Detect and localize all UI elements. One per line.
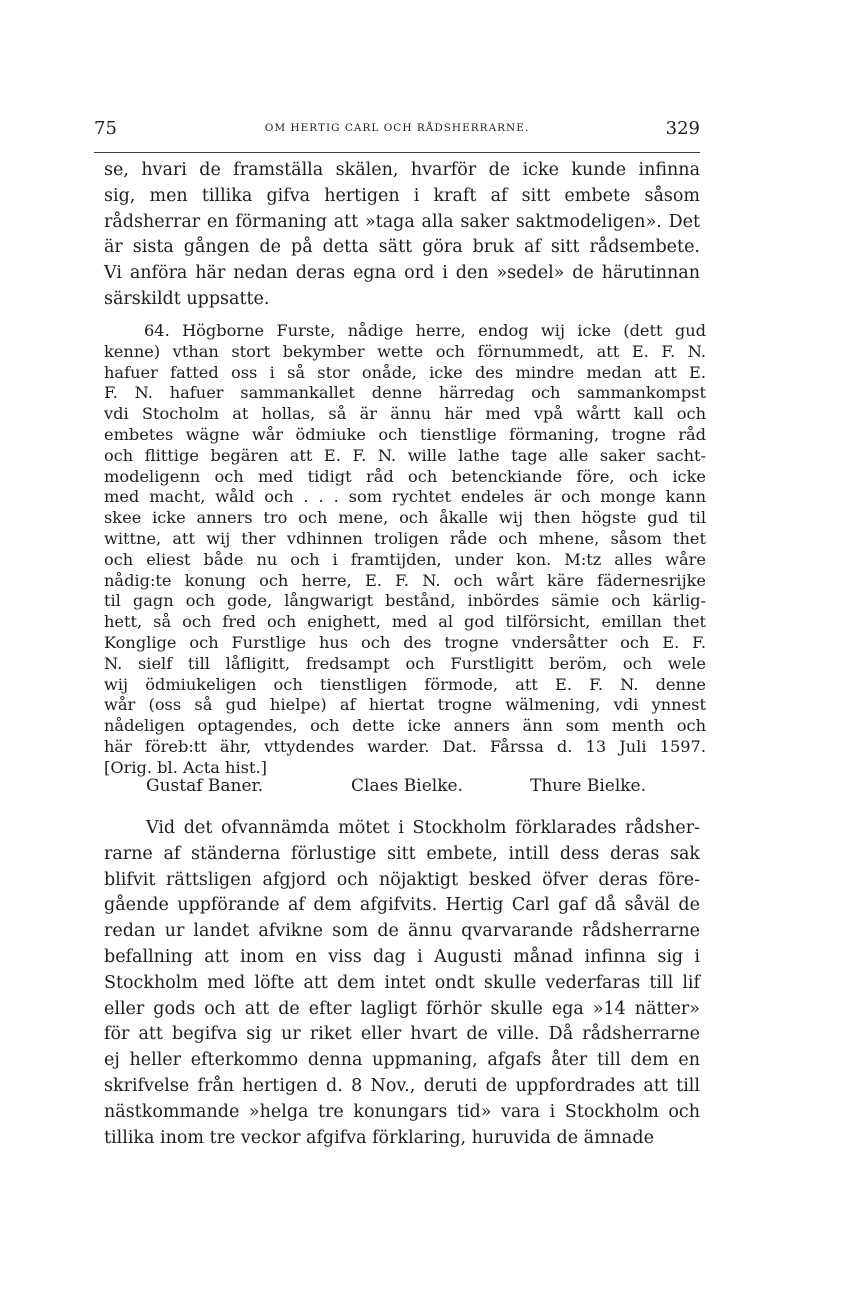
text-line: särskildt uppsatte. bbox=[104, 288, 270, 309]
text-line: Vid det ofvannämda mötet i Stockholm förklarades rådsher- bbox=[146, 818, 700, 838]
text-line: befallning att inom en viss dag i Augusti månad infinna sig i bbox=[104, 946, 700, 967]
text-line: 64. Högborne Furste, nådige herre, endog wij icke (dett gud bbox=[144, 321, 706, 340]
text-line: [Orig. bl. Acta hist.] bbox=[104, 757, 267, 777]
text-line: Stockholm med löfte att dem intet ondt skulle vederfaras till lif bbox=[104, 972, 700, 993]
text-line: skrifvelse från hertigen d. 8 Nov., deruti de uppfordrades att till bbox=[104, 1075, 700, 1096]
text-line: nådig:te konung och herre, E. F. N. och wårt käre fädernesrijke bbox=[104, 570, 706, 590]
header-rule bbox=[94, 152, 700, 153]
text-line: gående uppförande af dem afgifvits. Hertig Carl gaf då såväl de bbox=[104, 895, 700, 916]
text-line: rarne af ständerna förlustige sitt embete, intill dess deras sak bbox=[104, 843, 700, 864]
quoted-letter bbox=[104, 321, 706, 779]
text-line: kenne) vthan stort bekymber wette och förnummedt, att E. F. N. bbox=[104, 341, 706, 361]
text-line: ej heller efterkommo denna uppmaning, afgafs åter till dem en bbox=[104, 1050, 700, 1071]
text-line: och eliest både nu och i framtijden, under kon. M:tz alles wåre bbox=[104, 549, 706, 569]
text-line: här föreb:tt ähr, vttydendes warder. Dat. Fårssa d. 13 Juli 1597. bbox=[104, 736, 706, 756]
text-line: til gagn och gode, långwarigt bestånd, inbördes sämie och kärlig- bbox=[104, 591, 706, 611]
running-title: OM HERTIG CARL OCH RÅDSHERRARNE. bbox=[264, 122, 530, 134]
text-line: nästkommande »helga tre konungars tid» vara i Stockholm och bbox=[104, 1101, 700, 1122]
text-line: med macht, wåld och . . . som rychtet endeles är och monge kann bbox=[104, 487, 706, 507]
body-paragraph bbox=[104, 816, 700, 1151]
signature-thure-bielke: Thure Bielke. bbox=[530, 776, 647, 796]
signature-gustaf-baner: Gustaf Baner. bbox=[146, 776, 264, 796]
text-line: sig, men tillika gifva hertigen i kraft af sitt embete såsom bbox=[104, 185, 700, 206]
text-line: Vi anföra här nedan deras egna ord i den »sedel» de härutinnan bbox=[104, 263, 700, 284]
text-line: vdi Stocholm at hollas, så är ännu här med vpå wårtt kall och bbox=[104, 404, 706, 424]
text-line: blifvit rättsligen afgjord och nöjaktigt besked öfver deras före- bbox=[104, 869, 700, 890]
signature-claes-bielke: Claes Bielke. bbox=[351, 776, 463, 796]
text-line: embetes wägne wår ödmiuke och tienstlige förmaning, trogne råd bbox=[104, 424, 706, 444]
text-line: se, hvari de framställa skälen, hvarför de icke kunde infinna bbox=[104, 160, 700, 180]
text-line: wår (oss så gud hielpe) af hiertat trogne wälmening, vdi ynnest bbox=[104, 695, 706, 715]
text-line: är sista gången de på detta sätt göra bruk af sitt rådsembete. bbox=[104, 237, 700, 258]
text-line: wij ödmiukeligen och tienstligen förmode, att E. F. N. denne bbox=[104, 674, 706, 694]
text-line: hafuer fatted oss i så stor onåde, icke des mindre medan att E. bbox=[104, 362, 706, 382]
text-line: modeligenn och med tidigt råd och betenckiande före, och icke bbox=[104, 466, 706, 486]
running-header bbox=[94, 118, 700, 144]
text-line: eller gods och att de efter lagligt förhör skulle ega »14 nätter» bbox=[104, 998, 700, 1019]
text-line: nådeligen optagendes, och dette icke anners änn som menth och bbox=[104, 716, 706, 736]
text-line: tillika inom tre veckor afgifva förklaring, huruvida de ämnade bbox=[104, 1127, 654, 1148]
text-line: för att begifva sig ur riket eller hvart de ville. Då rådsherrarne bbox=[104, 1024, 700, 1045]
text-line: rådsherrar en förmaning att »taga alla saker saktmodeligen». Det bbox=[104, 211, 700, 232]
text-line: wittne, att wij ther vdhinnen troligen råde och mhene, såsom thet bbox=[104, 528, 706, 548]
page-number-left: 75 bbox=[94, 118, 117, 139]
text-line: F. N. hafuer sammankallet denne härredag och sammankompst bbox=[104, 383, 706, 403]
text-line: hett, så och fred och enighett, med al god tilförsicht, emillan thet bbox=[104, 612, 706, 632]
text-line: skee icke anners tro och mene, och åkalle wij then högste gud til bbox=[104, 508, 706, 528]
page-number-right: 329 bbox=[665, 118, 700, 139]
text-line: redan ur landet afvikne som de ännu qvarvarande rådsherrarne bbox=[104, 921, 700, 942]
text-line: och flittige begären att E. F. N. wille lathe tage alle saker sacht- bbox=[104, 445, 706, 465]
text-line: N. sielf till låfligitt, fredsampt och Furstligitt beröm, och wele bbox=[104, 653, 706, 673]
signatures bbox=[104, 776, 706, 800]
intro-paragraph bbox=[104, 158, 700, 313]
text-line: Konglige och Furstlige hus och des trogne vndersåtter och E. F. bbox=[104, 632, 706, 652]
